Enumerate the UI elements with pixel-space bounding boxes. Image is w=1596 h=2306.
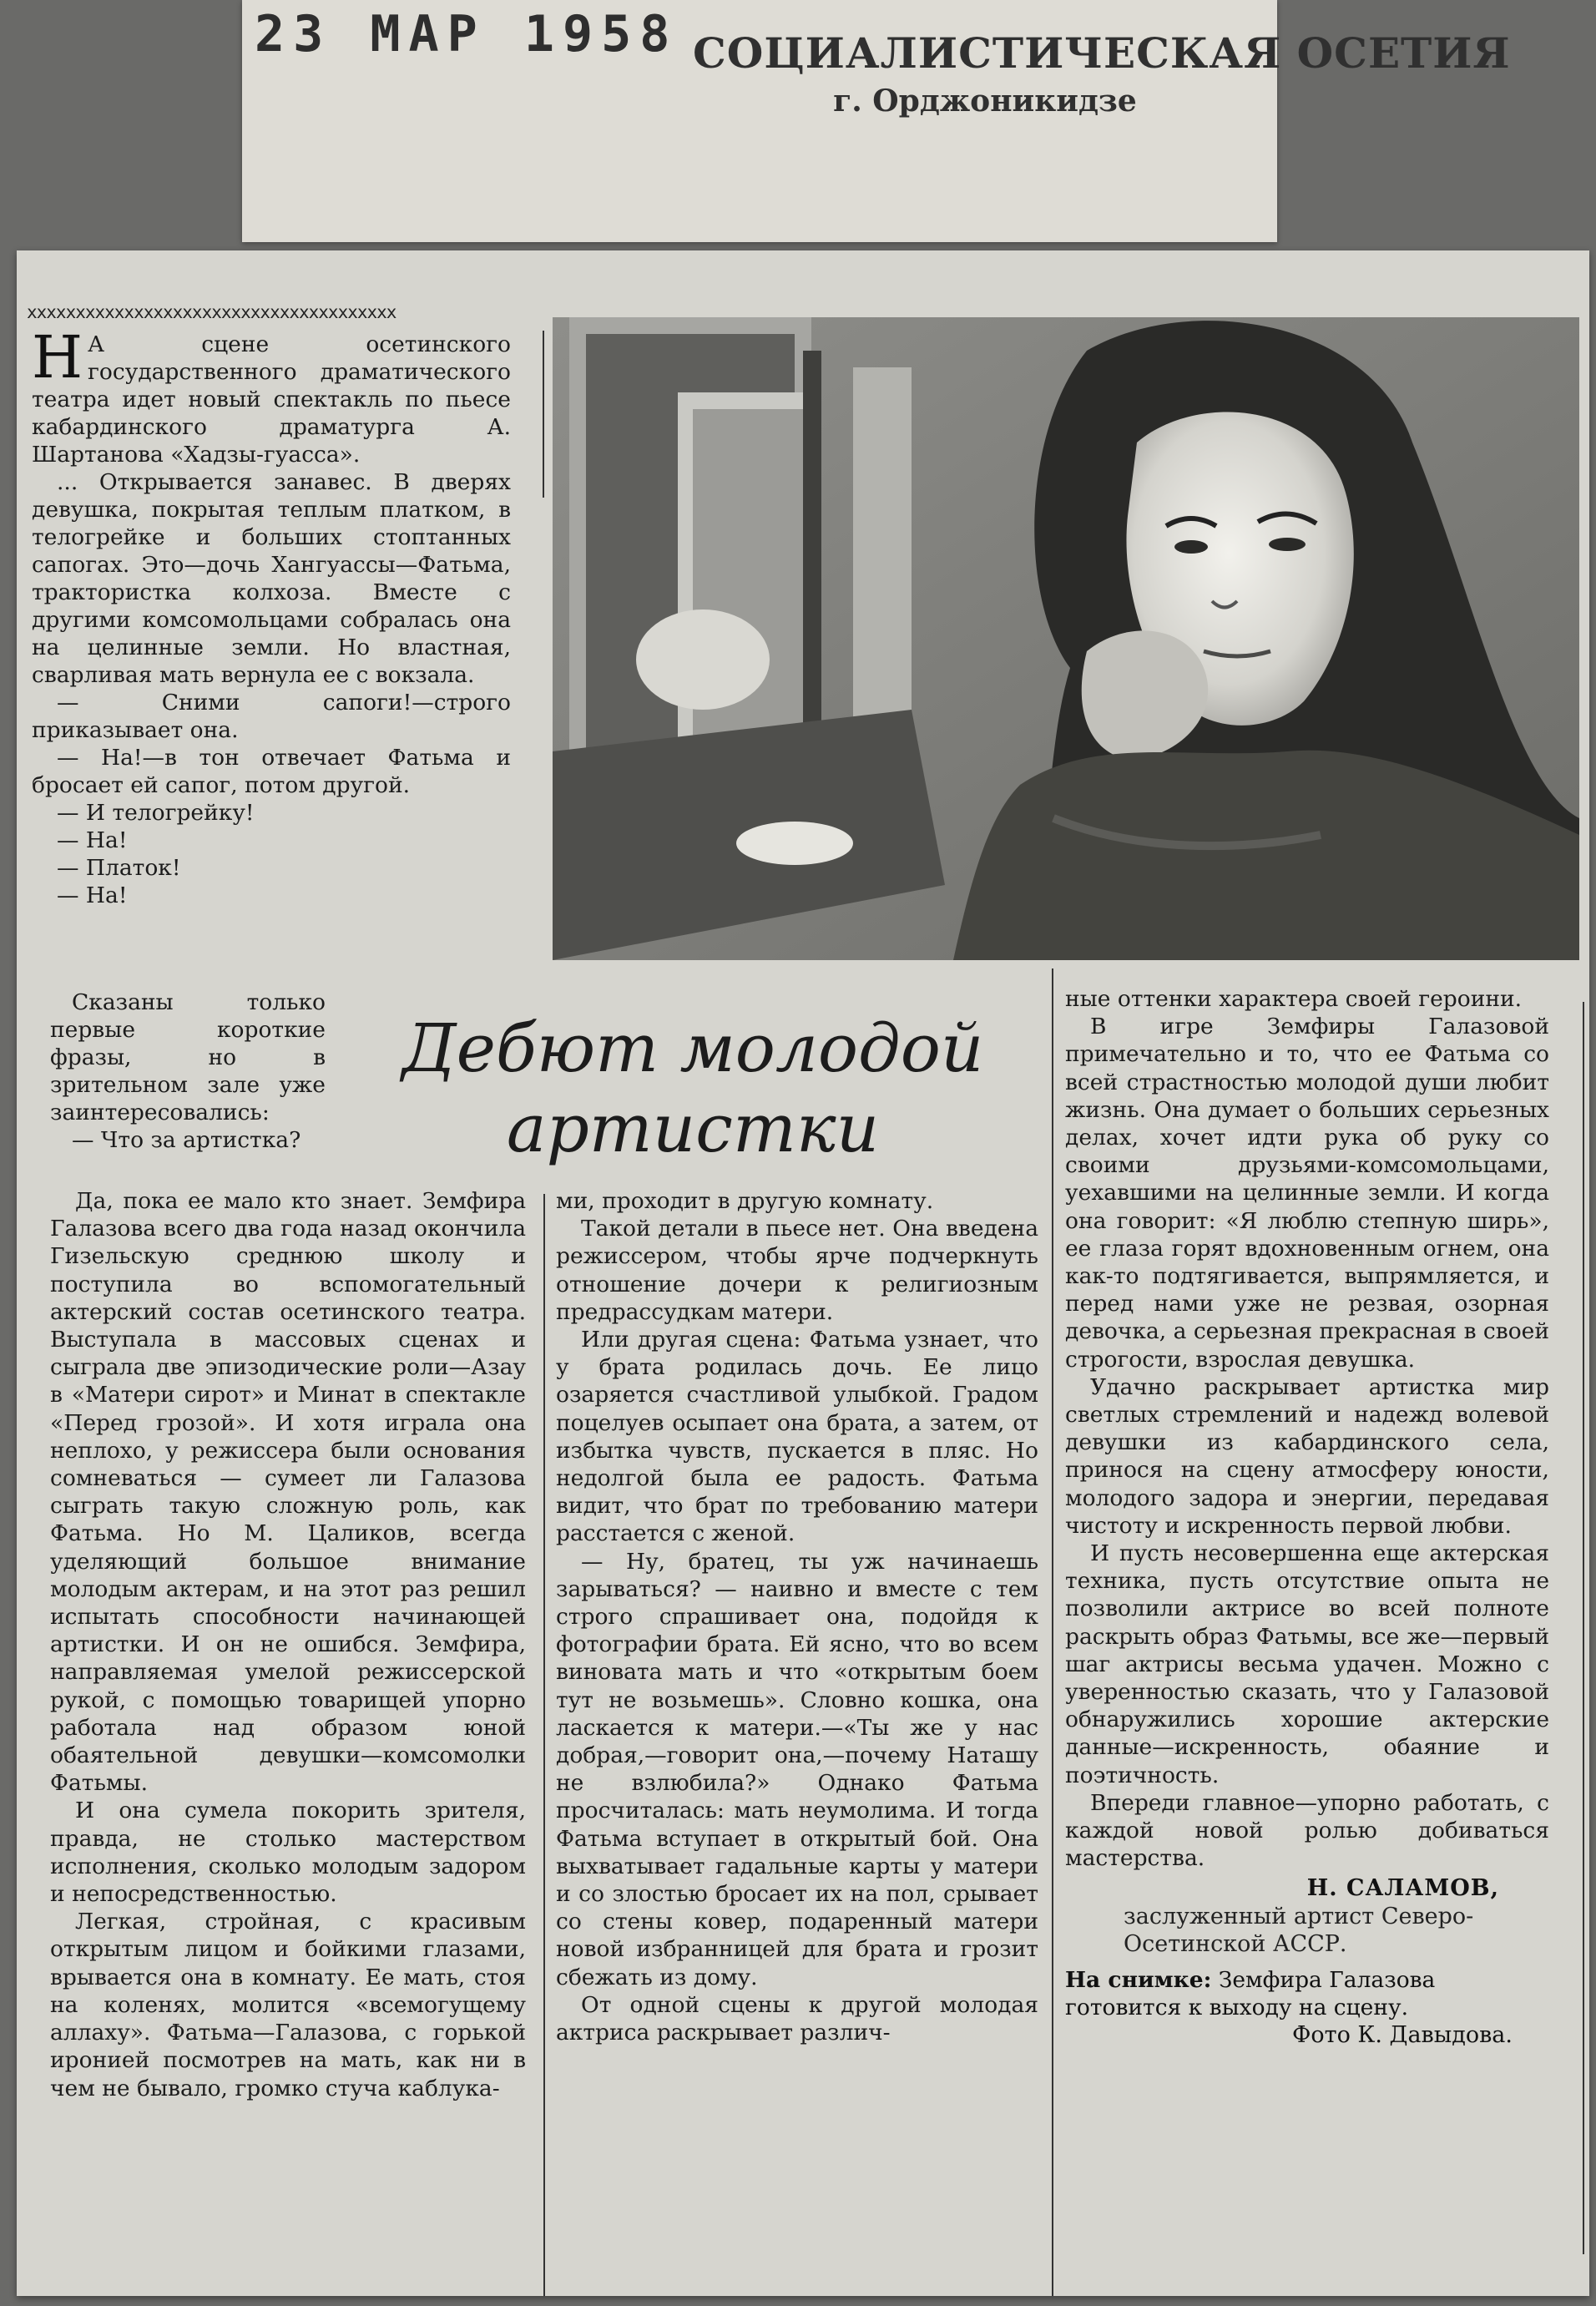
column-rule (543, 1194, 545, 2296)
column-paragraph: ные оттенки характера своей героини. (1065, 986, 1523, 1012)
column-paragraph: ми, проходит в другую комнату. (556, 1188, 934, 1214)
author-title: заслуженный артист Северо-Осетинской АССР. (1124, 1903, 1474, 1957)
column-paragraph: Удачно раскрывает артистка мир светлых стремлений и надежд волевой девушки из кабардинского села, принося на сцену атмосферу юности, молодого задора и энергии, передавая чистоту и искренность первой любви. (1065, 1373, 1549, 1539)
column-paragraph: Да, пока ее мало кто знает. Земфира Галазова всего два года назад окончила Гизельскую среднюю школу и поступила во вспомогательный актерский состав осетинского театра. Выступала в массовых сценах и сыграла две эпизодические роли—Азау в «Матери сирот» и Минат в спектакле «Перед грозой». И хотя играла она неплохо, у режиссера были основания сомневаться — сумеет ли Галазова сыграть такую сложную роль, как Фатьма. Но М. Цаликов, всегда уделяющий большое внимание молодым актерам, и на этот раз решил испытать способности начинающей артистки. И он не ошибся. Земфира, направляемая умелой режиссерской рукой, с помощью товарищей упорно работала над образом юной обаятельной девушки—комсомолки Фатьмы. (50, 1188, 526, 1797)
column-paragraph: В игре Земфиры Галазовой примечательно и то, что ее Фатьма со всей страстностью молодой души любит жизнь. Она думает о больших серьезных делах, хочет идти рука об руку со своими друзьями-комсомольцами, уехавшими на целинные земли. И когда она говорит: «Я люблю степную ширь», ее глаза горят вдохновенным огнем, она как-то подтягивается, выпрямляется, и перед нами уже не резвая, озорная девочка, а серьезная прекрасная в своей строгости, взрослая девушка. (1065, 1014, 1549, 1373)
lead-paragraph: — Платок! (57, 855, 181, 881)
column-paragraph: Такой детали в пьесе нет. Она введена режиссером, чтобы ярче подчеркнуть отношение дочери к религиозным предрассудкам матери. (556, 1216, 1038, 1325)
lead-paragraph: — На! (57, 882, 128, 908)
article-column-1 (50, 1187, 526, 2289)
article-headline (342, 1009, 1043, 1169)
column-paragraph: — Ну, братец, ты уж начинаешь зарываться? — наивно и вместе с тем строго спрашивает она, подойдя к фотографии брата. Ей ясно, что во всем виновата мать и что «открытым боем тут не возьмешь». Словно кошка, она ласкается к матери.—«Ты же у нас добрая,—говорит она,—почему Наташу не взлюбила?» Однако Фатьма просчиталась: мать неумолима. И тогда Фатьма вступает в открытый бой. Она выхватывает гадальные карты у матери и со злостью бросает их на пол, срывает со стены ковер, подаренный матери новой избранницей для брата и грозит сбежать из дому. (556, 1548, 1038, 1990)
column-paragraph: И пусть несовершенна еще актерская техника, пусть отсутствие опыта не позволили актрисе во всей полноте раскрыть образ Фатьмы, все же—первый шаг актрисы весьма удачен. Можно с уверенностью сказать, что у Галазовой обнаружились хорошие актерские данные—искренность, обаяние и поэтичность. (1065, 1540, 1549, 1788)
narrow-paragraph: — Что за артистка? (72, 1127, 301, 1153)
article-column-2 (556, 1187, 1038, 2289)
drop-cap: Н (32, 331, 83, 392)
headline-line-2: артистки (506, 1090, 880, 1167)
lead-paragraph: — На! (57, 827, 128, 853)
photo-credit: Фото К. Давыдова. (1291, 2021, 1513, 2048)
lead-first-paragraph (32, 331, 511, 468)
column-paragraph: Легкая, стройная, с красивым открытым лицом и бойкими глазами, врывается она в комнату. Ее мать, стоя на коленях, молится «всемогущему аллаху». Фатьма—Галазова, с горькой иронией посмотрев на мать, как ни в чем не бывало, громко стуча каблука- (50, 1909, 526, 2101)
newspaper-clipping (17, 250, 1589, 2296)
photo-actress-at-mirror (553, 317, 1579, 960)
stamp-city: г. Орджоникидзе (833, 83, 1137, 119)
column-paragraph: Или другая сцена: Фатьма узнает, что у брата родилась дочь. Ее лицо озаряется счастливой улыбкой. Градом поцелуев осыпает она брата, а затем, от избытка чувств, пускается в пляс. Но недолгой была ее радость. Фатьма видит, что брат по требованию матери расстается с женой. (556, 1327, 1038, 1547)
lead-paragraph: — Сними сапоги!—строго приказывает она. (32, 690, 511, 743)
column-paragraph: От одной сцены к другой молодая актриса раскрывает различ- (556, 1991, 1038, 2046)
author-name: Н. САЛАМОВ, (1306, 1874, 1499, 1901)
photo-caption (1065, 1966, 1549, 2021)
stamp-date: 23 МАР 1958 (255, 5, 679, 63)
caption-text: Земфира Галазова готовится к выходу на сцену. (1065, 1966, 1436, 2020)
article-photo (553, 317, 1579, 960)
stamp-newspaper-name: СОЦИАЛИСТИЧЕСКАЯ ОСЕТИЯ (693, 28, 1511, 78)
lead-paragraph: — И телогрейку! (57, 800, 255, 826)
column-paragraph: Впереди главное—упорно работать, с каждой новой ролью добиваться мастерства. (1065, 1789, 1549, 1872)
lead-paragraph: — На!—в тон отвечает Фатьма и бросает ей сапог, потом другой. (32, 745, 511, 798)
lead-first-text: А сцене осетинского государственного драматического театра идет новый спектакль по пьесе кабардинского драматурга А. Шартанова «Хадзы-гуасса». (32, 331, 511, 468)
caption-label: На снимке: (1065, 1966, 1212, 1993)
column-rule (1583, 1002, 1584, 2254)
column-rule (543, 331, 544, 498)
lead-paragraph: ... Открывается занавес. В дверях девушка, покрытая теплым платком, в телогрейке и больших стоптанных сапогах. Это—дочь Хангуассы—Фатьма, трактористка колхоза. Вместе с другими комсомольцами собралась она на целинные земли. Но властная, сварливая мать вернула ее с вокзала. (32, 469, 511, 688)
headline-line-1: Дебют молодой (402, 1009, 984, 1087)
decorative-x-separator: xxxxxxxxxxxxxxxxxxxxxxxxxxxxxxxxxxxxxx (27, 302, 396, 322)
column-paragraph: И она сумела покорить зрителя, правда, не столько мастерством исполнения, сколько молодым задором и непосредственностью. (50, 1798, 526, 1908)
lead-column (32, 331, 511, 1024)
narrow-paragraph: Сказаны только первые короткие фразы, но в зрительном зале уже заинтересовались: (50, 989, 326, 1125)
column-rule (1052, 968, 1053, 2296)
article-column-3 (1065, 985, 1549, 2288)
